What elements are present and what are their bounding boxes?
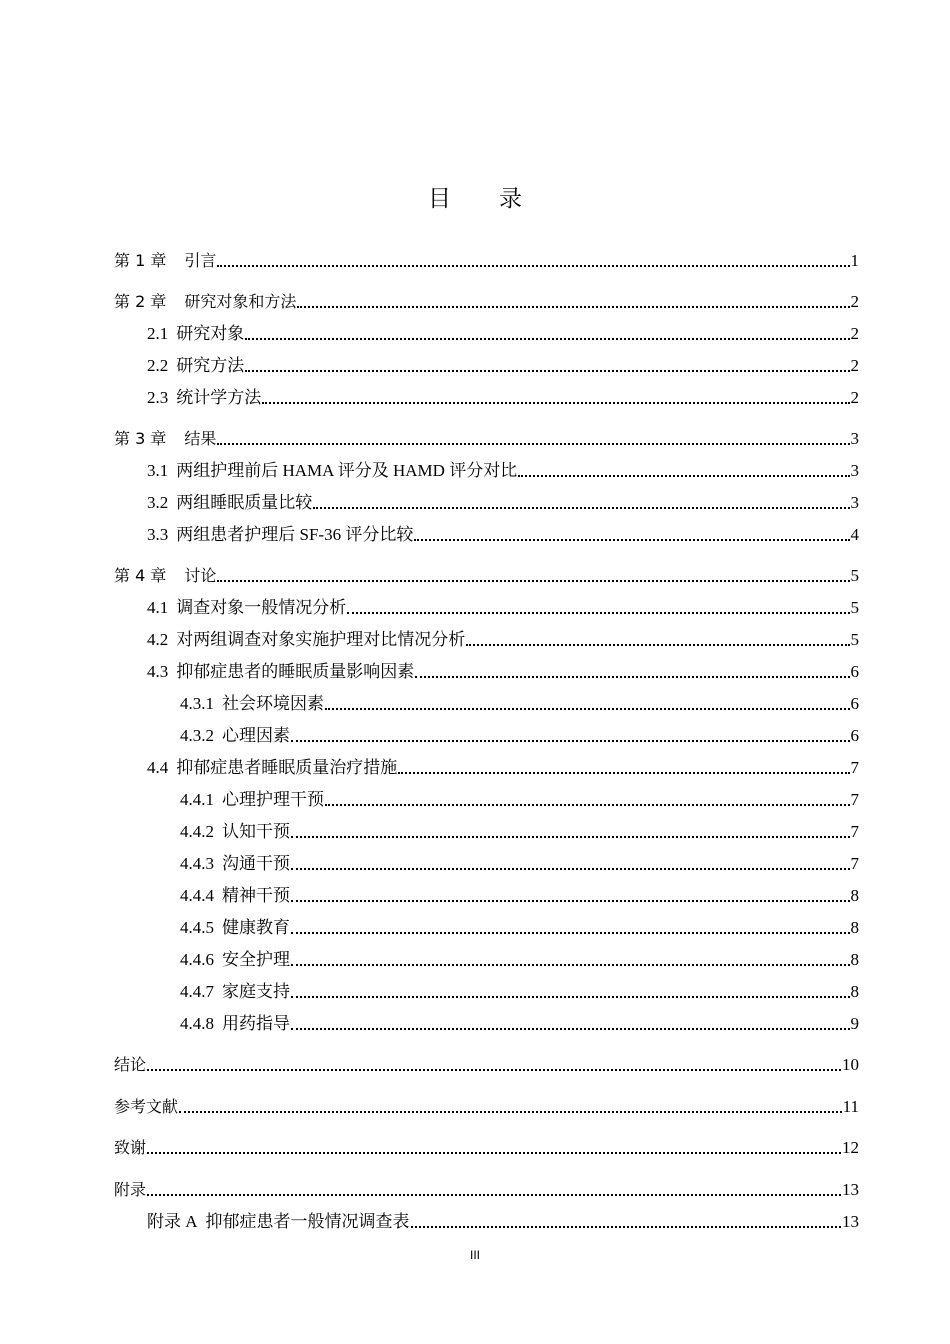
toc-page-number: 13 (842, 1212, 859, 1231)
dot-leader (313, 507, 849, 509)
toc-page-number: 3 (850, 461, 859, 480)
toc-entry-appendix[interactable] (114, 1178, 859, 1200)
toc-entry-section-4-3[interactable] (147, 660, 859, 682)
toc-number: 第 4 章 (114, 566, 167, 585)
toc-page-number: 6 (850, 694, 859, 713)
toc-number: 2.2 (147, 356, 169, 375)
toc-page-number: 9 (850, 1014, 859, 1033)
toc-page-number: 10 (842, 1055, 859, 1074)
toc-number: 4.4.6 (180, 950, 214, 969)
toc-number: 第 3 章 (114, 429, 167, 448)
toc-title: 统计学方法 (176, 388, 262, 407)
toc-title: 结果 (184, 429, 217, 448)
page-footer-number: III (469, 1248, 480, 1262)
toc-entry-chapter-3[interactable] (114, 427, 859, 449)
toc-title: 引言 (184, 251, 217, 270)
toc-number: 3.2 (147, 493, 169, 512)
toc-title: 讨论 (184, 566, 217, 585)
toc-page-number: 1 (850, 251, 859, 270)
toc-title: 精神干预 (222, 886, 290, 905)
toc-title: 心理护理干预 (222, 790, 324, 809)
toc-title: 致谢 (114, 1138, 147, 1157)
toc-title: 调查对象一般情况分析 (176, 598, 347, 617)
toc-number: 4.4.5 (180, 918, 214, 937)
toc-page-number: 13 (842, 1180, 859, 1199)
toc-title: 两组睡眠质量比较 (176, 493, 313, 512)
toc-entry-section-3-2[interactable] (147, 491, 859, 513)
toc-entry-section-4-4-1[interactable] (180, 788, 859, 810)
toc-title: 附录 (114, 1180, 147, 1199)
toc-entry-section-4-4-4[interactable] (180, 884, 859, 906)
toc-title: 结论 (114, 1055, 147, 1074)
dot-leader (291, 836, 850, 838)
dot-leader (325, 708, 850, 710)
toc-entry-section-4-4[interactable] (147, 756, 859, 778)
toc-number: 4.4.8 (180, 1014, 214, 1033)
dot-leader (147, 1152, 841, 1154)
dot-leader (217, 580, 849, 582)
dot-leader (245, 370, 849, 372)
dot-leader (291, 964, 850, 966)
toc-entry-section-4-4-2[interactable] (180, 820, 859, 842)
dot-leader (325, 804, 850, 806)
toc-title: 抑郁症患者睡眠质量治疗措施 (176, 758, 398, 777)
toc-title: 两组护理前后 HAMA 评分及 HAMD 评分对比 (176, 461, 518, 480)
toc-entry-section-2-1[interactable] (147, 322, 859, 344)
toc-page-number: 3 (850, 429, 859, 448)
toc-title: 两组患者护理后 SF-36 评分比较 (176, 525, 414, 544)
toc-page-number: 7 (850, 758, 859, 777)
dot-leader (147, 1194, 841, 1196)
toc-entry-section-4-3-2[interactable] (180, 724, 859, 746)
toc-title: 研究对象和方法 (184, 292, 297, 311)
toc-number: 第 1 章 (114, 251, 167, 270)
toc-title: 社会环境因素 (222, 694, 324, 713)
dot-leader (217, 265, 849, 267)
toc-number: 2.1 (147, 324, 169, 343)
dot-leader (347, 612, 849, 614)
toc-page-number: 2 (850, 292, 859, 311)
toc-title: 研究对象 (176, 324, 245, 343)
toc-number: 3.1 (147, 461, 169, 480)
toc-page-number: 6 (850, 726, 859, 745)
toc-number: 2.3 (147, 388, 169, 407)
toc-page-number: 8 (850, 886, 859, 905)
toc-entry-references[interactable] (114, 1095, 859, 1117)
toc-number: 4.4.4 (180, 886, 214, 905)
toc-title: 参考文献 (114, 1097, 179, 1116)
dot-leader (245, 338, 849, 340)
toc-title: 对两组调查对象实施护理对比情况分析 (176, 630, 466, 649)
toc-page-number: 6 (850, 662, 859, 681)
dot-leader (414, 539, 849, 541)
toc-number: 4.4.3 (180, 854, 214, 873)
dot-leader (398, 772, 849, 774)
dot-leader (179, 1111, 842, 1113)
toc-page-number: 7 (850, 854, 859, 873)
toc-title: 健康教育 (222, 918, 290, 937)
toc-entry-section-3-1[interactable] (147, 459, 859, 481)
toc-entry-chapter-1[interactable] (114, 249, 859, 271)
toc-title: 用药指导 (222, 1014, 290, 1033)
dot-leader (291, 740, 850, 742)
toc-entry-section-4-3-1[interactable] (180, 692, 859, 714)
toc-entry-section-4-4-5[interactable] (180, 916, 859, 938)
toc-number: 3.3 (147, 525, 169, 544)
dot-leader (411, 1226, 841, 1228)
toc-number: 4.3.1 (180, 694, 214, 713)
toc-title: 家庭支持 (222, 982, 290, 1001)
toc-entry-conclusion[interactable] (114, 1053, 859, 1075)
toc-title: 抑郁症患者一般情况调查表 (205, 1212, 410, 1231)
toc-page-number: 3 (850, 493, 859, 512)
toc-page-number: 7 (850, 790, 859, 809)
toc-page-number: 8 (850, 950, 859, 969)
toc-number: 4.1 (147, 598, 169, 617)
toc-page-number: 2 (850, 324, 859, 343)
toc-number: 4.3 (147, 662, 169, 681)
toc-number: 4.3.2 (180, 726, 214, 745)
dot-leader (217, 443, 849, 445)
toc-number: 4.4.2 (180, 822, 214, 841)
toc-entry-section-2-3[interactable] (147, 386, 859, 408)
toc-title: 沟通干预 (222, 854, 290, 873)
dot-leader (518, 475, 849, 477)
toc-entry-chapter-2[interactable] (114, 290, 859, 312)
dot-leader (415, 676, 849, 678)
toc-entry-appendix-a[interactable] (147, 1210, 859, 1232)
dot-leader (291, 868, 850, 870)
toc-number: 附录 A (147, 1212, 198, 1231)
toc-page-number: 2 (850, 388, 859, 407)
toc-title: 抑郁症患者的睡眠质量影响因素 (176, 662, 415, 681)
toc-title: 心理因素 (222, 726, 290, 745)
toc-entry-section-4-4-3[interactable] (180, 852, 859, 874)
toc-entry-section-4-4-7[interactable] (180, 980, 859, 1002)
toc-page-number: 5 (850, 566, 859, 585)
toc-entry-chapter-4[interactable] (114, 564, 859, 586)
toc-page-number: 7 (850, 822, 859, 841)
dot-leader (466, 644, 849, 646)
toc-page-number: 4 (850, 525, 859, 544)
toc-page-number: 8 (850, 982, 859, 1001)
toc-title: 认知干预 (222, 822, 290, 841)
toc-entry-section-2-2[interactable] (147, 354, 859, 376)
toc-page-number: 2 (850, 356, 859, 375)
dot-leader (262, 402, 849, 404)
toc-number: 4.4.1 (180, 790, 214, 809)
toc-entry-acknowledgements[interactable] (114, 1136, 859, 1158)
toc-page-number: 8 (850, 918, 859, 937)
dot-leader (291, 996, 850, 998)
toc-title: 研究方法 (176, 356, 245, 375)
toc-number: 第 2 章 (114, 292, 167, 311)
toc-page-number: 5 (850, 630, 859, 649)
toc-number: 4.2 (147, 630, 169, 649)
toc-entry-section-4-2[interactable] (147, 628, 859, 650)
toc-title: 安全护理 (222, 950, 290, 969)
toc-page-number: 5 (850, 598, 859, 617)
dot-leader (291, 900, 850, 902)
dot-leader (291, 932, 850, 934)
dot-leader (291, 1028, 850, 1030)
dot-leader (297, 306, 849, 308)
toc-entry-section-4-4-6[interactable] (180, 948, 859, 970)
toc-number: 4.4 (147, 758, 169, 777)
page-title: 目录 (428, 186, 570, 212)
toc-page-number: 11 (842, 1097, 859, 1116)
toc-page-number: 12 (842, 1138, 859, 1157)
toc-number: 4.4.7 (180, 982, 214, 1001)
toc-entry-section-3-3[interactable] (147, 523, 859, 545)
toc-entry-section-4-1[interactable] (147, 596, 859, 618)
dot-leader (147, 1069, 841, 1071)
toc-entry-section-4-4-8[interactable] (180, 1012, 859, 1034)
